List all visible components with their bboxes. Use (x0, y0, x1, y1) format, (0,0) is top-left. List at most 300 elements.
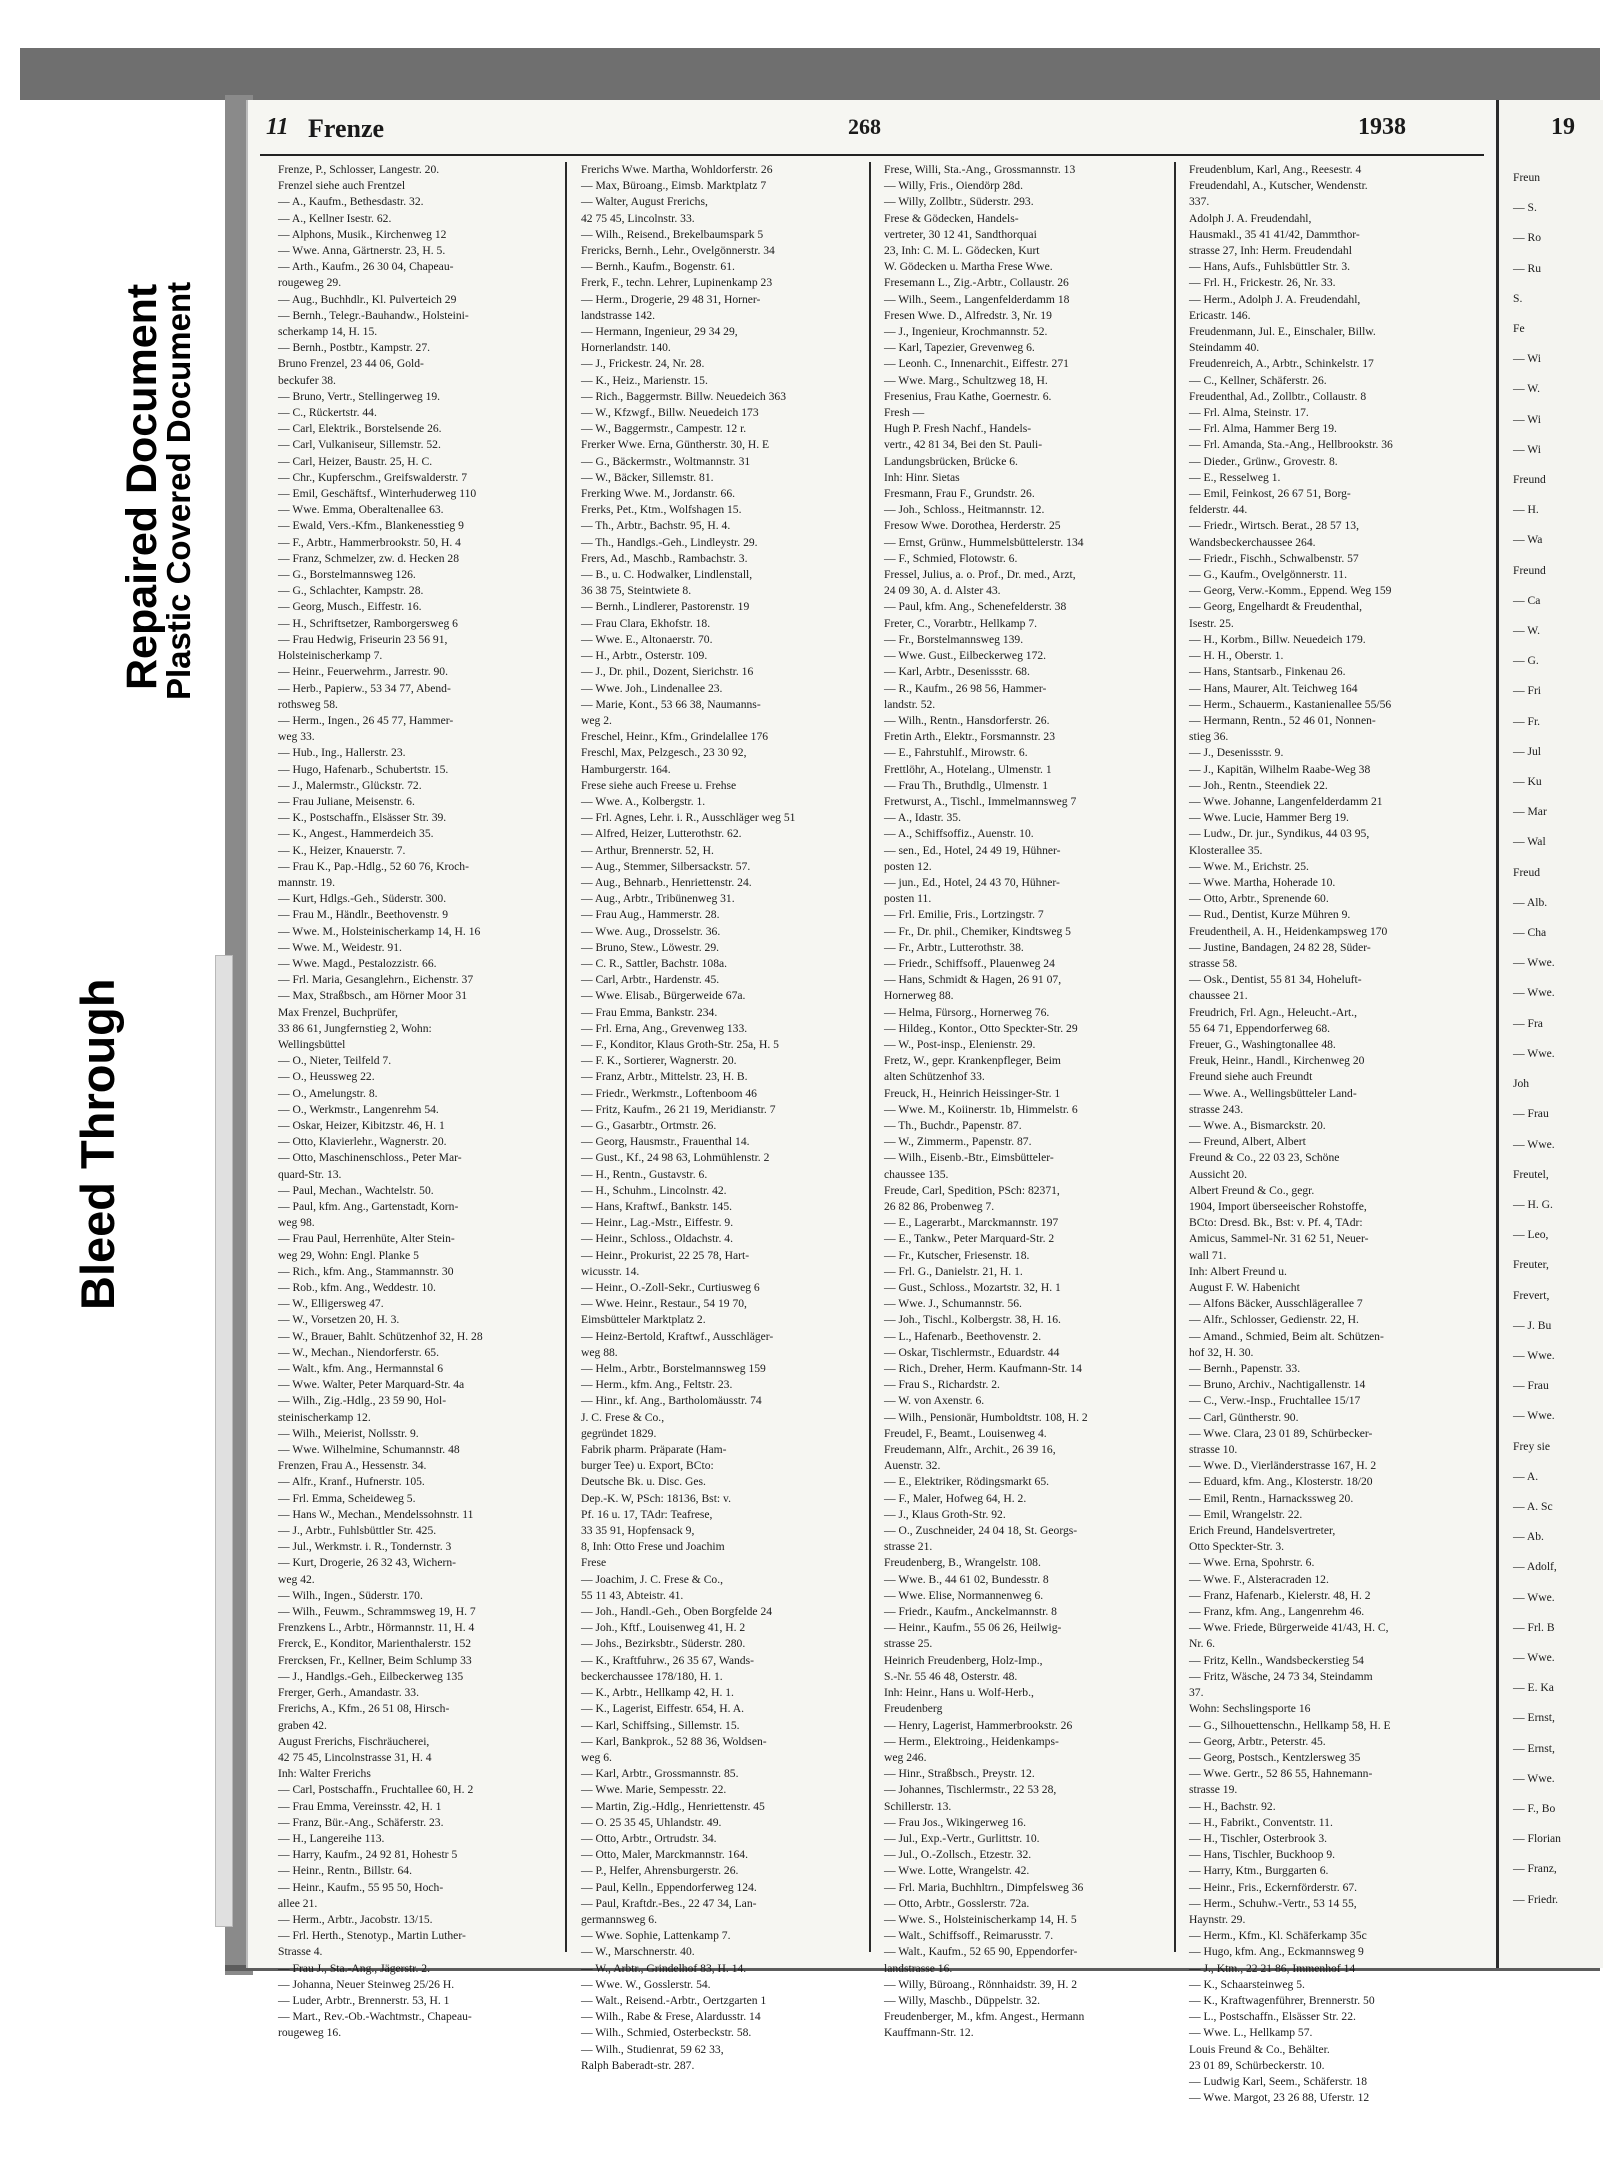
directory-entry: strasse 19. (1189, 1783, 1238, 1797)
directory-entry: Wellingsbüttel (278, 1037, 346, 1051)
directory-entry: Frerger, Gerh., Amandastr. 33. (278, 1686, 419, 1700)
directory-entry: Frerichs, A., Kfm., 26 51 08, Hirsch- (278, 1702, 450, 1716)
directory-entry: — W. von Axenstr. 6. (884, 1394, 985, 1408)
next-page-fragment: — Adolf, (1513, 1560, 1557, 1574)
directory-entry: 23, Inh: C. M. L. Gödecken, Kurt (884, 244, 1040, 258)
label-bleed-through: Bleed Through (71, 978, 124, 1310)
next-page-fragment: — G. (1513, 654, 1539, 668)
directory-entry: — Heinr., O.-Zoll-Sekr., Curtiusweg 6 (581, 1281, 760, 1295)
directory-entry: scherkamp 14, H. 15. (278, 325, 378, 339)
directory-entry: — W., Zimmerm., Papenstr. 87. (884, 1135, 1032, 1149)
directory-entry: — Rob., kfm. Ang., Weddestr. 10. (278, 1281, 436, 1295)
directory-entry: beckerchaussee 178/180, H. 1. (581, 1669, 723, 1683)
directory-entry: Freudel, F., Beamt., Louisenweg 4. (884, 1426, 1047, 1440)
directory-entry: — Frau J., Sta.-Ang., Jägerstr. 2. (278, 1961, 430, 1975)
directory-entry: Inh: Hinr. Sietas (884, 470, 960, 484)
directory-entry: — W., Kfzwgf., Billw. Neuedeich 173 (581, 406, 759, 420)
directory-entry: — Carl, Elektrik., Borstelsende 26. (278, 422, 442, 436)
directory-entry: — Wwe. Martha, Hoherade 10. (1189, 875, 1336, 889)
directory-entry: — Wwe. Anna, Gärtnerstr. 23, H. 5. (278, 244, 446, 258)
directory-entry: — Wilh., Seem., Langenfelderdamm 18 (884, 292, 1070, 306)
directory-entry: Frese (581, 1556, 607, 1570)
directory-entry: — Wilh., Rentn., Hansdorferstr. 26. (884, 713, 1050, 727)
header-rule (260, 154, 1484, 156)
directory-entry: Fretwurst, A., Tischl., Immelmannsweg 7 (884, 794, 1077, 808)
directory-entry: — Karl, Arbtr., Desenissstr. 68. (884, 665, 1030, 679)
directory-entry: steinischerkamp 12. (278, 1410, 371, 1424)
directory-entry: — Bruno, Archiv., Nachtigallenstr. 14 (1189, 1378, 1366, 1392)
directory-entry: Nr. 6. (1189, 1637, 1216, 1651)
directory-entry: — Oskar, Heizer, Kibitzstr. 46, H. 1 (278, 1118, 445, 1132)
page-number: 268 (848, 114, 881, 139)
directory-entry: — Kurt, Drogerie, 26 32 43, Wichern- (278, 1556, 457, 1570)
directory-entry: — Heinr., Lag.-Mstr., Eiffestr. 9. (581, 1216, 734, 1230)
directory-entry: Albert Freund & Co., gegr. (1189, 1183, 1315, 1197)
next-page-fragment: — Wal (1513, 835, 1546, 849)
directory-entry: Aussicht 20. (1189, 1167, 1247, 1181)
directory-entry: Erich Freund, Handelsvertreter, (1189, 1524, 1336, 1538)
directory-entry: — Johannes, Tischlermstr., 22 53 28, (884, 1783, 1057, 1797)
directory-entry: — Herm., Schuhw.-Vertr., 53 14 55, (1189, 1896, 1357, 1910)
directory-entry: — W., Bäcker, Sillemstr. 81. (581, 470, 714, 484)
directory-entry: — Jul., Werkmstr. i. R., Tondernstr. 3 (278, 1540, 452, 1554)
directory-entry: — Joachim, J. C. Frese & Co., (581, 1572, 724, 1586)
next-page-column (1513, 170, 1601, 1922)
directory-entry: — Heinr., Kaufm., 55 06 26, Heilwig- (884, 1621, 1062, 1635)
directory-entry: Ericastr. 146. (1189, 308, 1251, 322)
repair-tape (215, 955, 233, 1927)
directory-entry: Dep.-K. W, PSch: 18136, Bst: v. (581, 1491, 731, 1505)
directory-entry: Freuck, H., Heinrich Heissinger-Str. 1 (884, 1086, 1061, 1100)
directory-entry: — Otto, Klavierlehr., Wagnerstr. 20. (278, 1135, 447, 1149)
directory-entry: — Eduard, kfm. Ang., Klosterstr. 18/20 (1189, 1475, 1373, 1489)
directory-entry: — Ernst, Grünw., Hummelsbüttelerstr. 134 (884, 535, 1084, 549)
directory-entry: — Fr., Arbtr., Lutterothstr. 38. (884, 940, 1024, 954)
directory-entry: — Frl. Maria, Buchhltrn., Dimpfelsweg 36 (884, 1880, 1084, 1894)
directory-entry: Kauffmann-Str. 12. (884, 2026, 974, 2040)
directory-entry: Auenstr. 32. (884, 1459, 941, 1473)
directory-entry: Steindamm 40. (1189, 341, 1260, 355)
directory-entry: — Franz, Arbtr., Mittelstr. 23, H. B. (581, 1070, 748, 1084)
directory-entry: Hamburgerstr. 164. (581, 762, 671, 776)
directory-entry: Haynstr. 29. (1189, 1912, 1246, 1926)
directory-entry: — Willy, Maschb., Düppelstr. 32. (884, 1993, 1041, 2007)
directory-entry: — Wwe. A., Bismarckstr. 20. (1189, 1118, 1326, 1132)
directory-entry: — Frl. Emma, Scheideweg 5. (278, 1491, 416, 1505)
next-page-fragment: — Florian (1513, 1832, 1561, 1846)
directory-entry: 33 86 61, Jungfernstieg 2, Wohn: (278, 1021, 432, 1035)
directory-entry: — Hugo, Hafenarb., Schubertstr. 15. (278, 762, 449, 776)
directory-entry: Freter, C., Vorarbtr., Hellkamp 7. (884, 616, 1038, 630)
directory-entry: — Hans, Tischler, Buckhoop 9. (1189, 1848, 1336, 1862)
next-page-fragment: — Fra (1513, 1016, 1543, 1030)
directory-entry: — Frl. Amanda, Sta.-Ang., Hellbrookstr. 36 (1189, 438, 1393, 452)
directory-entry: — Wilh., Pensionär, Humboldtstr. 108, H. 2 (884, 1410, 1088, 1424)
directory-entry: — Gust., Kf., 24 98 63, Lohmühlenstr. 2 (581, 1151, 770, 1165)
directory-entry: — Willy, Fris., Oiendörp 28d. (884, 179, 1023, 193)
directory-entry: — Hugo, kfm. Ang., Eckmannsweg 9 (1189, 1945, 1364, 1959)
directory-entry: J. C. Frese & Co., (581, 1410, 665, 1424)
directory-entry: Freudenreich, A., Arbtr., Schinkelstr. 17 (1189, 357, 1374, 371)
directory-entry: weg 2. (581, 713, 612, 727)
directory-entry: — Fritz, Kaufm., 26 21 19, Meridianstr. 7 (581, 1102, 776, 1116)
directory-entry: — K., Kraftwagenführer, Brennerstr. 50 (1189, 1993, 1375, 2007)
directory-entry: — Otto, Maler, Marckmannstr. 164. (581, 1848, 748, 1862)
next-page-fragment: — Ernst, (1513, 1741, 1555, 1755)
directory-entry: weg 29, Wohn: Engl. Planke 5 (278, 1248, 419, 1262)
directory-entry: Hornerlandstr. 140. (581, 341, 671, 355)
directory-entry: Freudenblum, Karl, Ang., Reesestr. 4 (1189, 163, 1362, 176)
directory-entry: — Hans, Aufs., Fuhlsbüttler Str. 3. (1189, 260, 1351, 274)
directory-entry: — Alfred, Heizer, Lutterothstr. 62. (581, 827, 742, 841)
directory-entry: posten 12. (884, 859, 932, 873)
next-page-fragment: — Ku (1513, 775, 1542, 789)
directory-entry: — Frau Aug., Hammerstr. 28. (581, 908, 720, 922)
directory-entry: August Frerichs, Fischräucherei, (278, 1734, 430, 1748)
next-page-fragment: — Wwe. (1513, 1771, 1555, 1785)
directory-entry: — Herm., Ingen., 26 45 77, Hammer- (278, 713, 454, 727)
directory-entry: — Franz, kfm. Ang., Langenrehm 46. (1189, 1605, 1365, 1619)
directory-entry: Fresmann, Frau F., Grundstr. 26. (884, 487, 1035, 501)
directory-entry: — F., Schmied, Flotowstr. 6. (884, 551, 1018, 565)
directory-entry: Frercksen, Fr., Kellner, Beim Schlump 33 (278, 1653, 472, 1667)
next-page-fragment: — Wi (1513, 352, 1541, 366)
directory-entry: Frerk, F., techn. Lehrer, Lupinenkamp 23 (581, 276, 773, 290)
directory-entry: — Luder, Arbtr., Brennerstr. 53, H. 1 (278, 1993, 450, 2007)
directory-entry: weg 246. (884, 1750, 927, 1764)
directory-entry: Freudenberg (884, 1702, 943, 1716)
directory-entry: Frese, Willi, Sta.-Ang., Grossmannstr. 13 (884, 163, 1076, 176)
directory-entry: germannsweg 6. (581, 1912, 657, 1926)
directory-entry: — Wwe. Wilhelmine, Schumannstr. 48 (278, 1443, 460, 1457)
directory-entry: — H., Bachstr. 92. (1189, 1799, 1276, 1813)
directory-entry: wicusstr. 14. (581, 1264, 640, 1278)
next-page-fragment: — Ro (1513, 231, 1542, 245)
directory-entry: vertreter, 30 12 41, Sandthorquai (884, 227, 1037, 241)
directory-entry: — H., Schriftsetzer, Ramborgersweg 6 (278, 616, 458, 630)
directory-entry: — Wilh., Ingen., Süderstr. 170. (278, 1588, 423, 1602)
next-page-fragment: Fe (1513, 322, 1525, 336)
directory-entry: — Friedr., Schiffsoff., Plauenweg 24 (884, 956, 1055, 970)
directory-entry: — Walt., kfm. Ang., Hermannstal 6 (278, 1362, 444, 1376)
directory-entry: — Aug., Behnarb., Henriettenstr. 24. (581, 875, 752, 889)
next-page-fragment: — Franz, (1513, 1862, 1557, 1876)
directory-entry: — F., Arbtr., Hammerbrookstr. 50, H. 4 (278, 535, 461, 549)
directory-entry: — Wwe. Elisab., Bürgerweide 67a. (581, 989, 746, 1003)
directory-entry: — E., Fahrstuhlf., Mirowstr. 6. (884, 746, 1028, 760)
directory-entry: — J., Kapitän, Wilhelm Raabe-Weg 38 (1189, 762, 1371, 776)
next-page-fragment: — E. Ka (1513, 1681, 1554, 1695)
directory-entry: — Frau M., Händlr., Beethovenstr. 9 (278, 908, 449, 922)
directory-entry: — Otto, Arbtr., Sprenende 60. (1189, 892, 1329, 906)
directory-entry: Frenzkens L., Arbtr., Hörmannstr. 11, H. 4 (278, 1621, 475, 1635)
directory-entry: Eimsbütteler Marktplatz 2. (581, 1313, 706, 1327)
directory-entry: rougeweg 16. (278, 2026, 342, 2040)
directory-entry: — Frau Th., Bruthdlg., Ulmenstr. 1 (884, 778, 1049, 792)
directory-entry: Freudenberg, B., Wrangelstr. 108. (884, 1556, 1041, 1570)
directory-entry: — Joh., Tischl., Kolbergstr. 38, H. 16. (884, 1313, 1061, 1327)
directory-entry: — Wwe. Gertr., 52 86 55, Hahnemann- (1189, 1767, 1373, 1781)
directory-entry: — Wwe. A., Kolbergstr. 1. (581, 794, 706, 808)
directory-entry: quard-Str. 13. (278, 1167, 342, 1181)
directory-entry: — Herm., Arbtr., Jacobstr. 13/15. (278, 1912, 433, 1926)
column-divider (869, 162, 871, 1952)
column-2 (581, 162, 849, 2072)
directory-entry: Fresenius, Frau Kathe, Goernestr. 6. (884, 389, 1052, 403)
directory-entry: — Wwe. Aug., Drosselstr. 36. (581, 924, 721, 938)
directory-entry: — Bernh., Lindlerer, Pastorenstr. 19 (581, 600, 750, 614)
directory-entry: — Frau K., Pap.-Hdlg., 52 60 76, Kroch- (278, 859, 469, 873)
directory-entry: — Hans W., Mechan., Mendelssohnstr. 11 (278, 1507, 474, 1521)
directory-entry: Frers, Ad., Maschb., Rambachstr. 3. (581, 551, 748, 565)
directory-entry: — Paul, kfm. Ang., Schenefelderstr. 38 (884, 600, 1067, 614)
directory-entry: — Herm., Kfm., Kl. Schäferkamp 35c (1189, 1929, 1367, 1943)
directory-entry: — Frl. Agnes, Lehr. i. R., Ausschläger weg 51 (581, 811, 796, 825)
directory-entry: — Freund, Albert, Albert (1189, 1135, 1306, 1149)
directory-entry: Freudendahl, A., Kutscher, Wendenstr. (1189, 179, 1368, 193)
directory-entry: Freude, Carl, Spedition, PSch: 82371, (884, 1183, 1060, 1197)
directory-entry: — Wilh., Eisenb.-Btr., Eimsbütteler- (884, 1151, 1054, 1165)
directory-entry: — Karl, Arbtr., Grossmannstr. 85. (581, 1767, 739, 1781)
directory-entry: — Wilh., Studienrat, 59 62 33, (581, 2042, 724, 2056)
directory-entry: — Wwe. F., Alsteracraden 12. (1189, 1572, 1329, 1586)
directory-entry: — Frau Clara, Ekhofstr. 18. (581, 616, 711, 630)
directory-entry: — Alfons Bäcker, Ausschlägerallee 7 (1189, 1297, 1363, 1311)
directory-entry: — R., Kaufm., 26 98 56, Hammer- (884, 681, 1047, 695)
directory-entry: Fresen Wwe. D., Alfredstr. 3, Nr. 19 (884, 308, 1052, 322)
directory-entry: — Hinr., Straßbsch., Preystr. 12. (884, 1767, 1035, 1781)
directory-entry: — Herm., Drogerie, 29 48 31, Horner- (581, 292, 761, 306)
directory-entry: — F. K., Sortierer, Wagnerstr. 20. (581, 1054, 737, 1068)
scan-border-top (20, 48, 1600, 100)
directory-entry: — F., Maler, Hofweg 64, H. 2. (884, 1491, 1027, 1505)
label-plastic-covered-document: Plastic Covered Document (160, 281, 197, 700)
directory-entry: weg 98. (278, 1216, 315, 1230)
directory-entry: Fretz, W., gepr. Krankenpfleger, Beim (884, 1054, 1061, 1068)
directory-entry: — Wwe. M., Weidestr. 91. (278, 940, 402, 954)
directory-entry: — Ludw., Dr. jur., Syndikus, 44 03 95, (1189, 827, 1370, 841)
directory-entry: — Paul, Mechan., Wachtelstr. 50. (278, 1183, 434, 1197)
directory-entry: — Wwe. B., 44 61 02, Bundesstr. 8 (884, 1572, 1049, 1586)
guide-word: Frenze (308, 114, 385, 143)
next-page-fragment: Freud (1513, 865, 1541, 879)
directory-entry: — Johs., Bezirksbtr., Süderstr. 280. (581, 1637, 746, 1651)
directory-entry: chaussee 21. (1189, 989, 1248, 1003)
directory-entry: — Frl. Emilie, Fris., Lortzingstr. 7 (884, 908, 1044, 922)
directory-entry: — H., Tischler, Osterbrook 3. (1189, 1831, 1328, 1845)
next-page-fragment: Joh (1513, 1077, 1530, 1091)
directory-entry: — Walter, August Frerichs, (581, 195, 708, 209)
directory-entry: posten 11. (884, 892, 932, 906)
directory-entry: — G., Schlachter, Kampstr. 28. (278, 584, 424, 598)
directory-entry: — Wwe. M., Erichstr. 25. (1189, 859, 1309, 873)
directory-entry: Fretin Arth., Elektr., Forsmannstr. 23 (884, 730, 1056, 744)
directory-entry: vertr., 42 81 34, Bei den St. Pauli- (884, 438, 1043, 452)
next-page-fragment: Freuter, (1513, 1258, 1549, 1272)
directory-entry: — E., Tankw., Peter Marquard-Str. 2 (884, 1232, 1055, 1246)
directory-entry: — Wwe. J., Schumannstr. 56. (884, 1297, 1022, 1311)
directory-entry: — Bernh., Telegr.-Bauhandw., Holsteini- (278, 308, 469, 322)
next-page-edge (1496, 100, 1603, 1968)
directory-entry: Freudemann, Alfr., Archit., 26 39 16, (884, 1443, 1056, 1457)
directory-entry: — Paul, kfm. Ang., Gartenstadt, Korn- (278, 1200, 459, 1213)
directory-entry: 26 82 86, Probenweg 7. (884, 1200, 995, 1213)
directory-entry: — Walt., Reisend.-Arbtr., Oertzgarten 1 (581, 1993, 767, 2007)
directory-entry: — Joh., Rentn., Steendiek 22. (1189, 778, 1328, 792)
directory-entry: — Wwe. Walter, Peter Marquard-Str. 4a (278, 1378, 465, 1392)
next-page-fragment: — Frau (1513, 1107, 1549, 1121)
directory-entry: Wandsbeckerchaussee 264. (1189, 535, 1316, 549)
directory-entry: — Herm., Schauerm., Kastanienallee 55/56 (1189, 697, 1392, 711)
directory-entry: alten Schützenhof 33. (884, 1070, 985, 1084)
directory-entry: — Georg, Engelhardt & Freudenthal, (1189, 600, 1363, 614)
directory-entry: — Hans, Schmidt & Hagen, 26 91 07, (884, 973, 1062, 987)
directory-entry: 42 75 45, Lincolnstr. 33. (581, 211, 695, 225)
directory-entry: — F., Konditor, Klaus Groth-Str. 25a, H. 5 (581, 1037, 779, 1051)
directory-entry: — Walt., Kaufm., 52 65 90, Eppendorfer- (884, 1945, 1078, 1959)
directory-entry: — Willy, Büroang., Rönnhaidstr. 39, H. 2 (884, 1977, 1078, 1991)
directory-entry: — Herm., Elektroing., Heidenkamps- (884, 1734, 1059, 1748)
directory-entry: — Hans, Maurer, Alt. Teichweg 164 (1189, 681, 1358, 695)
directory-entry: rothsweg 58. (278, 697, 338, 711)
directory-entry: — Hinr., kf. Ang., Bartholomäusstr. 74 (581, 1394, 762, 1408)
next-page-fragment: — W. (1513, 382, 1541, 396)
column-4 (1189, 162, 1457, 2105)
directory-entry: — Wwe. Gust., Eilbeckerweg 172. (884, 649, 1047, 663)
directory-entry: — Wwe. M., Koiinerstr. 1b, Himmelstr. 6 (884, 1102, 1078, 1116)
directory-entry: Freschel, Heinr., Kfm., Grindelallee 176 (581, 730, 769, 744)
directory-entry: — Wwe. Joh., Lindenallee 23. (581, 681, 723, 695)
directory-entry: — Paul, Kraftdr.-Bes., 22 47 34, Lan- (581, 1896, 757, 1910)
directory-entry: — Wwe. Marg., Schultzweg 18, H. (884, 373, 1048, 387)
directory-entry: Amicus, Sammel-Nr. 31 62 51, Neuer- (1189, 1232, 1369, 1246)
next-page-number: 19 (1551, 114, 1575, 140)
directory-entry: — Martin, Zig.-Hdlg., Henriettenstr. 45 (581, 1799, 765, 1813)
directory-entry: — Herb., Papierw., 53 34 77, Abend- (278, 681, 451, 695)
directory-entry: — Alfr., Schlosser, Gedienstr. 22, H. (1189, 1313, 1359, 1327)
directory-entry: — Walt., Schiffsoff., Reimarusstr. 7. (884, 1929, 1054, 1943)
directory-entry: — G., Bäckermstr., Woltmannstr. 31 (581, 454, 751, 468)
directory-entry: — L., Postschaffn., Elsässer Str. 22. (1189, 2010, 1356, 2024)
directory-entry: — Frl. Erna, Ang., Grevenweg 133. (581, 1021, 748, 1035)
directory-entry: — Frl. H., Frickestr. 26, Nr. 33. (1189, 276, 1336, 290)
next-page-fragment: — Ernst, (1513, 1711, 1555, 1725)
directory-entry: strasse 25. (884, 1637, 933, 1651)
directory-entry: — Hermann, Ingenieur, 29 34 29, (581, 325, 738, 339)
directory-entry: strasse 27, Inh: Herm. Freudendahl (1189, 244, 1352, 258)
directory-entry: — Heinr., Feuerwehrm., Jarrestr. 90. (278, 665, 448, 679)
directory-entry: — Fr., Kutscher, Friesenstr. 18. (884, 1248, 1030, 1262)
directory-entry: — Harry, Kaufm., 24 92 81, Hohestr 5 (278, 1848, 458, 1862)
directory-entry: — Frau Hedwig, Friseurin 23 56 91, (278, 632, 448, 646)
directory-entry: — Emil, Rentn., Harnackssweg 20. (1189, 1491, 1354, 1505)
directory-entry: — Karl, Schiffsing., Sillemstr. 15. (581, 1718, 740, 1732)
directory-entry: Frettlöhr, A., Hotelang., Ulmenstr. 1 (884, 762, 1052, 776)
directory-entry: Ralph Baberadt-str. 287. (581, 2058, 695, 2072)
directory-entry: — W., Baggermstr., Campestr. 12 r. (581, 422, 747, 436)
directory-entry: mannstr. 19. (278, 875, 336, 889)
directory-entry: W. Gödecken u. Martha Frese Wwe. (884, 260, 1053, 274)
directory-entry: — Helma, Fürsorg., Hornerweg 76. (884, 1005, 1050, 1019)
directory-entry: Frerks, Pet., Ktm., Wolfshagen 15. (581, 503, 742, 517)
directory-entry: — Bernh., Postbtr., Kampstr. 27. (278, 341, 431, 355)
directory-entry: — G., Silhouettenschn., Hellkamp 58, H. E (1189, 1718, 1391, 1732)
directory-entry: — Chr., Kupferschm., Greifswalderstr. 7 (278, 470, 468, 484)
directory-entry: — Joh., Kftf., Louisenweg 41, H. 2 (581, 1621, 746, 1635)
directory-entry: Frese & Gödecken, Handels- (884, 211, 1019, 225)
next-page-fragment: — Jul (1513, 744, 1542, 758)
directory-entry: weg 33. (278, 730, 315, 744)
directory-entry: — Wilh., Schmied, Osterbeckstr. 58. (581, 2026, 752, 2040)
directory-entry: landstrasse 16. (884, 1961, 953, 1975)
directory-entry: — H., Korbm., Billw. Neuedeich 179. (1189, 632, 1366, 646)
directory-entry: Inh: Heinr., Hans u. Wolf-Herb., (884, 1686, 1034, 1700)
directory-entry: — Friedr., Werkmstr., Loftenboom 46 (581, 1086, 757, 1100)
directory-entry: — O., Amelungstr. 8. (278, 1086, 378, 1100)
directory-entry: — Wwe. Heinr., Restaur., 54 19 70, (581, 1297, 747, 1311)
directory-entry: Fabrik pharm. Präparate (Ham- (581, 1443, 727, 1457)
year: 1938 (1358, 114, 1406, 140)
directory-entry: strasse 10. (1189, 1443, 1238, 1457)
directory-entry: Frerichs Wwe. Martha, Wohldorferstr. 26 (581, 163, 773, 176)
directory-entry: weg 88. (581, 1345, 618, 1359)
directory-entry: — C., Verw.-Insp., Fruchtallee 15/17 (1189, 1394, 1361, 1408)
directory-entry: — O., Werkmstr., Langenrehm 54. (278, 1102, 439, 1116)
directory-entry: — Karl, Bankprok., 52 88 36, Woldsen- (581, 1734, 767, 1748)
directory-entry: — W., Vorsetzen 20, H. 3. (278, 1313, 400, 1327)
directory-entry: — H., Rentn., Gustavstr. 6. (581, 1167, 708, 1181)
next-page-fragment: — Wi (1513, 412, 1541, 426)
directory-entry: — Carl, Postschaffn., Fruchtallee 60, H. 2 (278, 1783, 474, 1797)
directory-entry: Fresemann L., Zig.-Arbtr., Collaustr. 26 (884, 276, 1069, 290)
directory-entry: — sen., Ed., Hotel, 24 49 19, Hühner- (884, 843, 1061, 857)
next-page-fragment: — A. Sc (1513, 1499, 1553, 1513)
next-page-fragment: — H. (1513, 503, 1539, 517)
next-page-fragment: Frey sie (1513, 1439, 1551, 1453)
directory-entry: — jun., Ed., Hotel, 24 43 70, Hühner- (884, 875, 1060, 889)
directory-entry: — K., Kraftfuhrw., 26 35 67, Wands- (581, 1653, 754, 1667)
directory-entry: — Frl. G., Danielstr. 21, H. 1. (884, 1264, 1023, 1278)
next-page-fragment: — Wwe. (1513, 956, 1555, 970)
directory-entry: 1904, Import überseeischer Rohstoffe, (1189, 1200, 1367, 1213)
directory-entry: — Wwe. Friede, Bürgerweide 41/43, H. C, (1189, 1621, 1389, 1635)
next-page-fragment: Freutel, (1513, 1167, 1549, 1181)
directory-entry: — Wilh., Zig.-Hdlg., 23 59 90, Hol- (278, 1394, 447, 1408)
directory-entry: Adolph J. A. Freudendahl, (1189, 211, 1312, 225)
directory-entry: — Rich., kfm. Ang., Stammannstr. 30 (278, 1264, 454, 1278)
directory-entry: 8, Inh: Otto Frese und Joachim (581, 1540, 725, 1554)
directory-entry: — Wwe. Elise, Normannenweg 6. (884, 1588, 1044, 1602)
directory-entry: 33 35 91, Hopfensack 9, (581, 1524, 695, 1538)
next-page-fragment: — Wwe. (1513, 1650, 1555, 1664)
directory-entry: — Wilh., Rabe & Frese, Alardusstr. 14 (581, 2010, 761, 2024)
directory-entry: Isestr. 25. (1189, 616, 1234, 630)
directory-entry: — Max, Büroang., Eimsb. Marktplatz 7 (581, 179, 767, 193)
directory-entry: — Henry, Lagerist, Hammerbrookstr. 26 (884, 1718, 1073, 1732)
next-page-fragment: — Wwe. (1513, 1137, 1555, 1151)
directory-entry: — O., Nieter, Teilfeld 7. (278, 1054, 392, 1068)
directory-entry: — Bernh., Kaufm., Bogenstr. 61. (581, 260, 735, 274)
directory-entry: — Aug., Stemmer, Silbersackstr. 57. (581, 859, 751, 873)
directory-entry: — K., Heiz., Marienstr. 15. (581, 373, 708, 387)
directory-entry: — Wilh., Feuwm., Schrammsweg 19, H. 7 (278, 1605, 476, 1619)
directory-entry: strasse 243. (1189, 1102, 1244, 1116)
next-page-fragment: — Ab. (1513, 1530, 1544, 1544)
directory-entry: S.-Nr. 55 46 48, Osterstr. 48. (884, 1669, 1018, 1683)
directory-entry: Freund siehe auch Freundt (1189, 1070, 1313, 1084)
directory-entry: weg 42. (278, 1572, 315, 1586)
directory-entry: — Frau Jos., Wikingerweg 16. (884, 1815, 1026, 1829)
